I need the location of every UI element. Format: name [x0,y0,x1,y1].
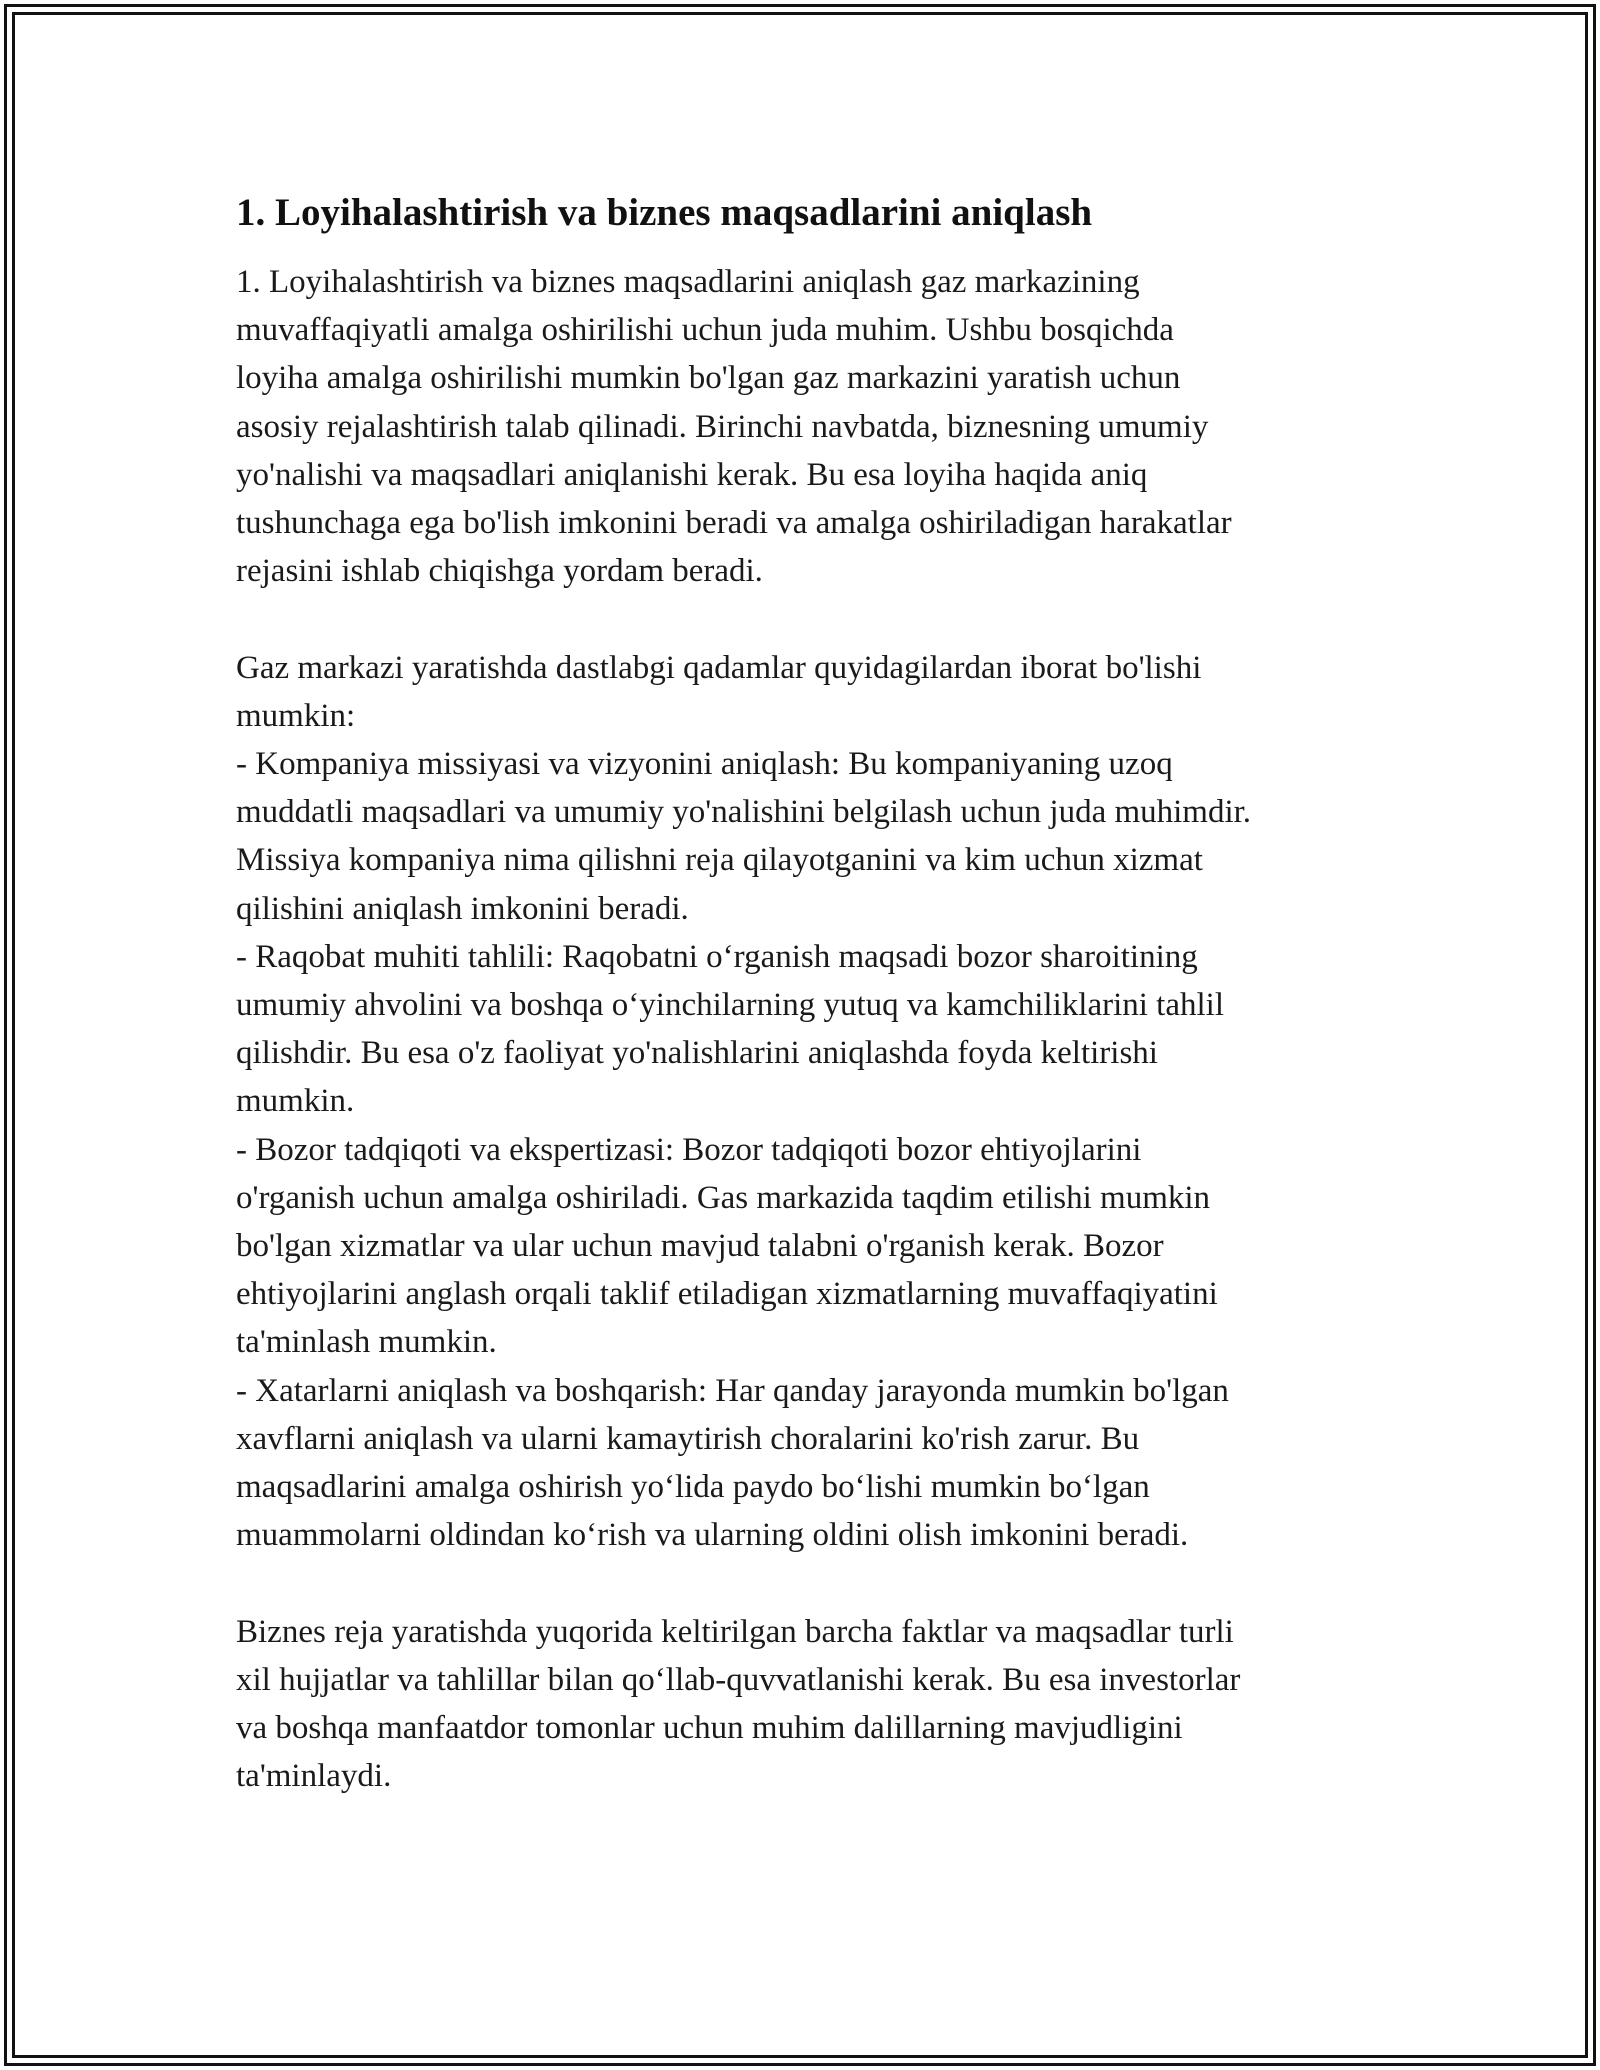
text-line: maqsadlarini amalga oshirish yoʻlida paydo boʻlishi mumkin boʻlgan [236,1469,1150,1506]
text-line: - Xatarlarni aniqlash va boshqarish: Har qanday jarayonda mumkin bo'lgan [236,1372,1229,1409]
text-line: asosiy rejalashtirish talab qilinadi. Birinchi navbatda, biznesning umumiy [236,408,1209,445]
blank-line [236,595,1396,643]
document-content [236,184,1396,1800]
text-line: muddatli maqsadlari va umumiy yo'nalishini belgilash uchun juda muhimdir. [236,794,1252,831]
text-line: muvaffaqiyatli amalga oshirilishi uchun juda muhim. Ushbu bosqichda [236,312,1174,349]
text-line: Missiya kompaniya nima qilishni reja qilayotganini va kim uchun xizmat [236,842,1203,879]
text-line: Biznes reja yaratishda yuqorida keltirilgan barcha faktlar va maqsadlar turli [236,1613,1234,1650]
text-line: qilishdir. Bu esa o'z faoliyat yo'nalishlarini aniqlashda foyda keltirishi [236,1035,1158,1072]
text-line: tushunchaga ega bo'lish imkonini beradi va amalga oshiriladigan harakatlar [236,505,1232,542]
text-line: - Raqobat muhiti tahlili: Raqobatni oʻrganish maqsadi bozor sharoitining [236,938,1198,975]
text-line: yo'nalishi va maqsadlari aniqlanishi kerak. Bu esa loyiha haqida aniq [236,456,1148,493]
page-title: 1. Loyihalashtirish va biznes maqsadlarini aniqlash [236,191,1093,234]
text-line: loyiha amalga oshirilishi mumkin bo'lgan gaz markazini yaratish uchun [236,360,1181,397]
text-line: mumkin: [236,697,356,734]
text-line: Gaz markazi yaratishda dastlabgi qadamlar quyidagilardan iborat bo'lishi [236,649,1202,686]
text-line: muammolarni oldindan koʻrish va ularning oldini olish imkonini beradi. [236,1517,1189,1554]
text-line: o'rganish uchun amalga oshiriladi. Gas markazida taqdim etilishi mumkin [236,1179,1211,1216]
blank-line [236,1559,1396,1607]
text-line: ehtiyojlarini anglash orqali taklif etiladigan xizmatlarning muvaffaqiyatini [236,1276,1218,1313]
text-line: xil hujjatlar va tahlillar bilan qoʻllab-quvvatlanishi kerak. Bu esa investorlar [236,1661,1241,1698]
text-line: mumkin. [236,1083,355,1120]
text-line: umumiy ahvolini va boshqa oʻyinchilarning yutuq va kamchiliklarini tahlil [236,987,1224,1024]
text-line: qilishini aniqlash imkonini beradi. [236,890,689,927]
text-line: - Kompaniya missiyasi va vizyonini aniqlash: Bu kompaniyaning uzoq [236,746,1173,783]
text-line: ta'minlash mumkin. [236,1324,497,1361]
text-line: ta'minlaydi. [236,1758,392,1795]
text-line: bo'lgan xizmatlar va ular uchun mavjud talabni o'rganish kerak. Bozor [236,1228,1164,1265]
document-body [236,258,1396,1800]
text-line: rejasini ishlab chiqishga yordam beradi. [236,553,763,590]
text-line: va boshqa manfaatdor tomonlar uchun muhim dalillarning mavjudligini [236,1710,1183,1747]
text-line: xavflarni aniqlash va ularni kamaytirish choralarini ko'rish zarur. Bu [236,1420,1140,1457]
text-line: 1. Loyihalashtirish va biznes maqsadlarini aniqlash gaz markazining [236,264,1140,300]
text-line: - Bozor tadqiqoti va ekspertizasi: Bozor tadqiqoti bozor ehtiyojlarini [236,1131,1142,1168]
